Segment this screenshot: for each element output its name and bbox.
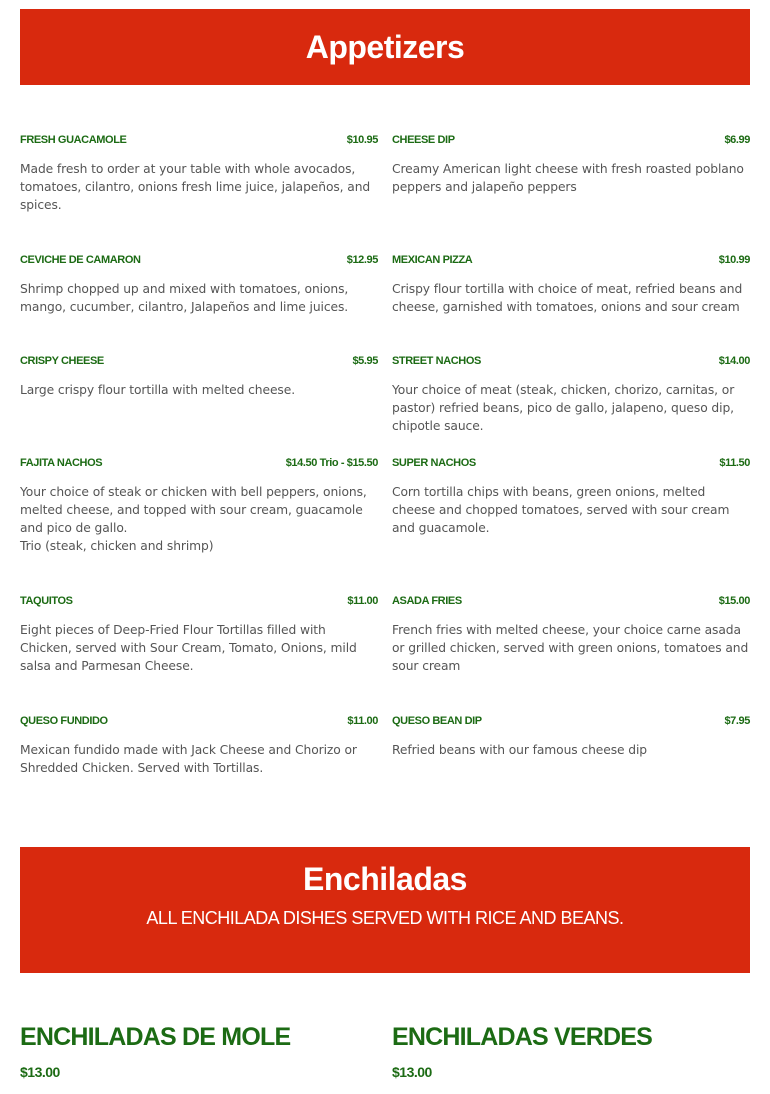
item-name: STREET NACHOS [392, 355, 481, 367]
item-name: QUESO FUNDIDO [20, 715, 108, 727]
item-description: Your choice of steak or chicken with bell peppers, onions, melted cheese, and topped with sour cream, guacamole and pico de gallo. Trio (steak, chicken and shrimp) [20, 485, 367, 553]
menu-item [20, 714, 378, 777]
item-price: $14.50 Trio - $15.50 [285, 457, 378, 469]
menu-item [20, 594, 378, 675]
item-name: CRISPY CHEESE [20, 355, 104, 367]
item-name: QUESO BEAN DIP [392, 715, 482, 727]
item-price: $10.99 [718, 254, 750, 266]
item-price: $11.00 [347, 595, 378, 607]
item-price: $10.95 [346, 134, 378, 146]
item-name: CHEESE DIP [392, 134, 455, 146]
item-description: Eight pieces of Deep-Fried Flour Tortillas filled with Chicken, served with Sour Cream, Tomato, Onions, mild salsa and Parmesan Cheese. [20, 623, 357, 673]
menu-item [392, 714, 750, 759]
menu-item [20, 253, 378, 316]
appetizers-title: Appetizers [305, 29, 465, 65]
item-description: Creamy American light cheese with fresh roasted poblano peppers and jalapeño peppers [392, 162, 744, 194]
item-price: $12.95 [346, 254, 378, 266]
item-name: SUPER NACHOS [392, 457, 476, 469]
enchilada-name: ENCHILADAS VERDES [392, 1023, 653, 1051]
enchilada-item [20, 1022, 378, 1080]
enchiladas-title: Enchiladas [303, 861, 467, 897]
item-price: $15.00 [718, 595, 750, 607]
enchiladas-subtitle: ALL ENCHILADA DISHES SERVED WITH RICE AND BEANS. [146, 908, 624, 928]
enchilada-name: ENCHILADAS DE MOLE [20, 1023, 291, 1051]
item-name: TAQUITOS [20, 595, 73, 607]
item-price: $11.00 [347, 715, 378, 727]
menu-item [392, 594, 750, 675]
item-description: Made fresh to order at your table with whole avocados, tomatoes, cilantro, onions fresh lime juice, jalapeños, and spices. [20, 162, 371, 212]
item-description: French fries with melted cheese, your choice carne asada or grilled chicken, served with green onions, tomatoes and sour cream [392, 623, 749, 673]
enchilada-price: $13.00 [392, 1064, 432, 1080]
item-description: Refried beans with our famous cheese dip [392, 743, 648, 757]
item-price: $5.95 [352, 355, 378, 367]
enchilada-price: $13.00 [20, 1064, 60, 1080]
enchiladas-banner [20, 847, 750, 973]
item-name: CEVICHE DE CAMARON [20, 254, 141, 266]
menu-item [20, 354, 378, 399]
item-description: Corn tortilla chips with beans, green onions, melted cheese and chopped tomatoes, served with sour cream and guacamole. [392, 485, 730, 535]
item-price: $6.99 [724, 134, 750, 146]
item-description: Crispy flour tortilla with choice of meat, refried beans and cheese, garnished with tomatoes, onions and sour cream [392, 282, 743, 314]
enchilada-item [392, 1022, 750, 1080]
item-name: MEXICAN PIZZA [392, 254, 473, 266]
menu-item [392, 456, 750, 537]
item-price: $14.00 [718, 355, 750, 367]
menu-item [20, 133, 378, 214]
item-name: ASADA FRIES [392, 595, 462, 607]
item-description: Mexican fundido made with Jack Cheese and Chorizo or Shredded Chicken. Served with Tortillas. [20, 743, 357, 775]
item-description: Shrimp chopped up and mixed with tomatoes, onions, mango, cucumber, cilantro, Jalapeños and lime juices. [20, 282, 349, 314]
item-description: Large crispy flour tortilla with melted cheese. [20, 383, 296, 397]
item-price: $11.50 [719, 457, 750, 469]
appetizers-banner [20, 9, 750, 85]
menu-item [392, 133, 750, 196]
item-name: FAJITA NACHOS [20, 457, 103, 469]
item-description: Your choice of meat (steak, chicken, chorizo, carnitas, or pastor) refried beans, pico de gallo, jalapeno, queso dip, chipotle sauce. [392, 383, 735, 433]
menu-item [20, 456, 378, 555]
menu-item [392, 354, 750, 435]
menu-item [392, 253, 750, 316]
item-name: FRESH GUACAMOLE [20, 134, 127, 146]
item-price: $7.95 [724, 715, 750, 727]
